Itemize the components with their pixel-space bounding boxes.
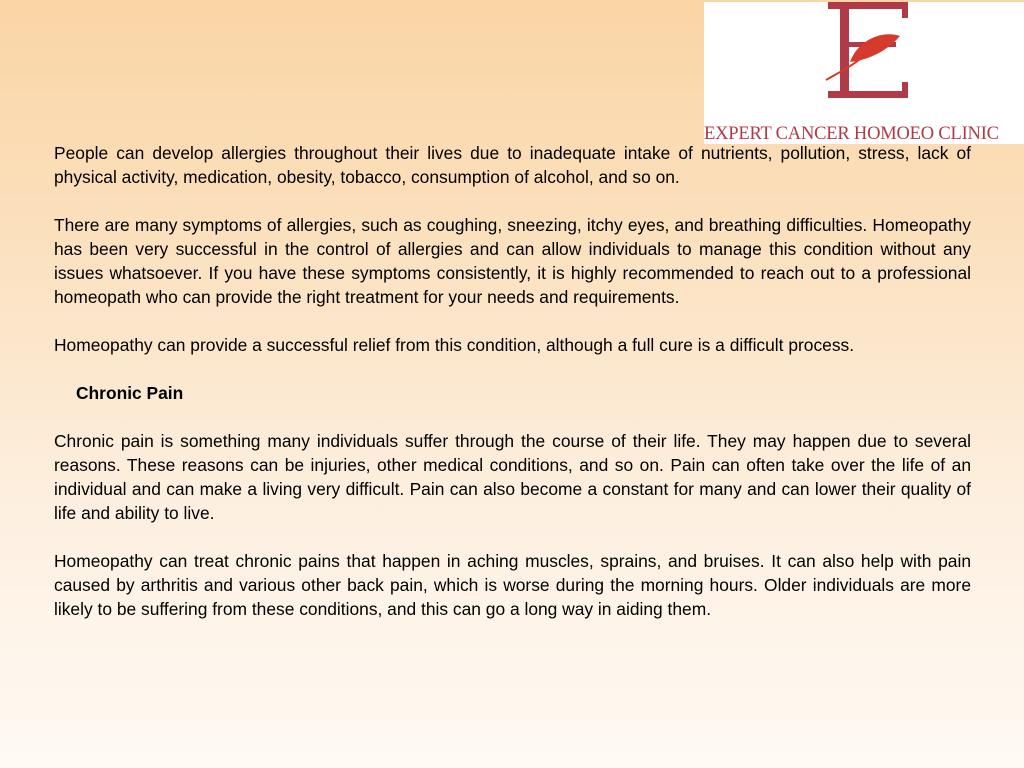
logo-e-leaf-icon [820,2,910,106]
paragraph-chronic-pain-treatment: Homeopathy can treat chronic pains that happen in aching muscles, sprains, and bruises. It can also help with pain caused by arthritis and various other back pain, which is worse during the morning hours. Older individuals are more likely to be suffering from these conditions, and this can go a long way in aiding them. [54,551,971,619]
paragraph-chronic-pain-intro: Chronic pain is something many individuals suffer through the course of their life. They may happen due to several reasons. These reasons can be injuries, other medical conditions, and so on. Pain can often take over the life of an individual and can make a living very difficult. Pain can also become a constant for many and can lower their quality of life and ability to live. [54,431,971,523]
clinic-logo [704,2,1024,144]
paragraph-allergy-relief: Homeopathy can provide a successful relief from this condition, although a full cure is a difficult process. [54,335,855,355]
article-body [54,141,971,621]
section-heading-chronic-pain: Chronic Pain [76,383,184,403]
paragraph-allergy-causes: People can develop allergies throughout their lives due to inadequate intake of nutrients, pollution, stress, lack of physical activity, medication, obesity, tobacco, consumption of alcohol, and so on. [54,143,971,187]
logo-text: EXPERT CANCER HOMOEO CLINIC [704,124,999,144]
paragraph-allergy-symptoms: There are many symptoms of allergies, such as coughing, sneezing, itchy eyes, and breathing difficulties. Homeopathy has been very successful in the control of allergies and can allow individuals to manage this condition without any issues whatsoever. If you have these symptoms consistently, it is highly recommended to reach out to a professional homeopath who can provide the right treatment for your needs and requirements. [54,215,971,307]
